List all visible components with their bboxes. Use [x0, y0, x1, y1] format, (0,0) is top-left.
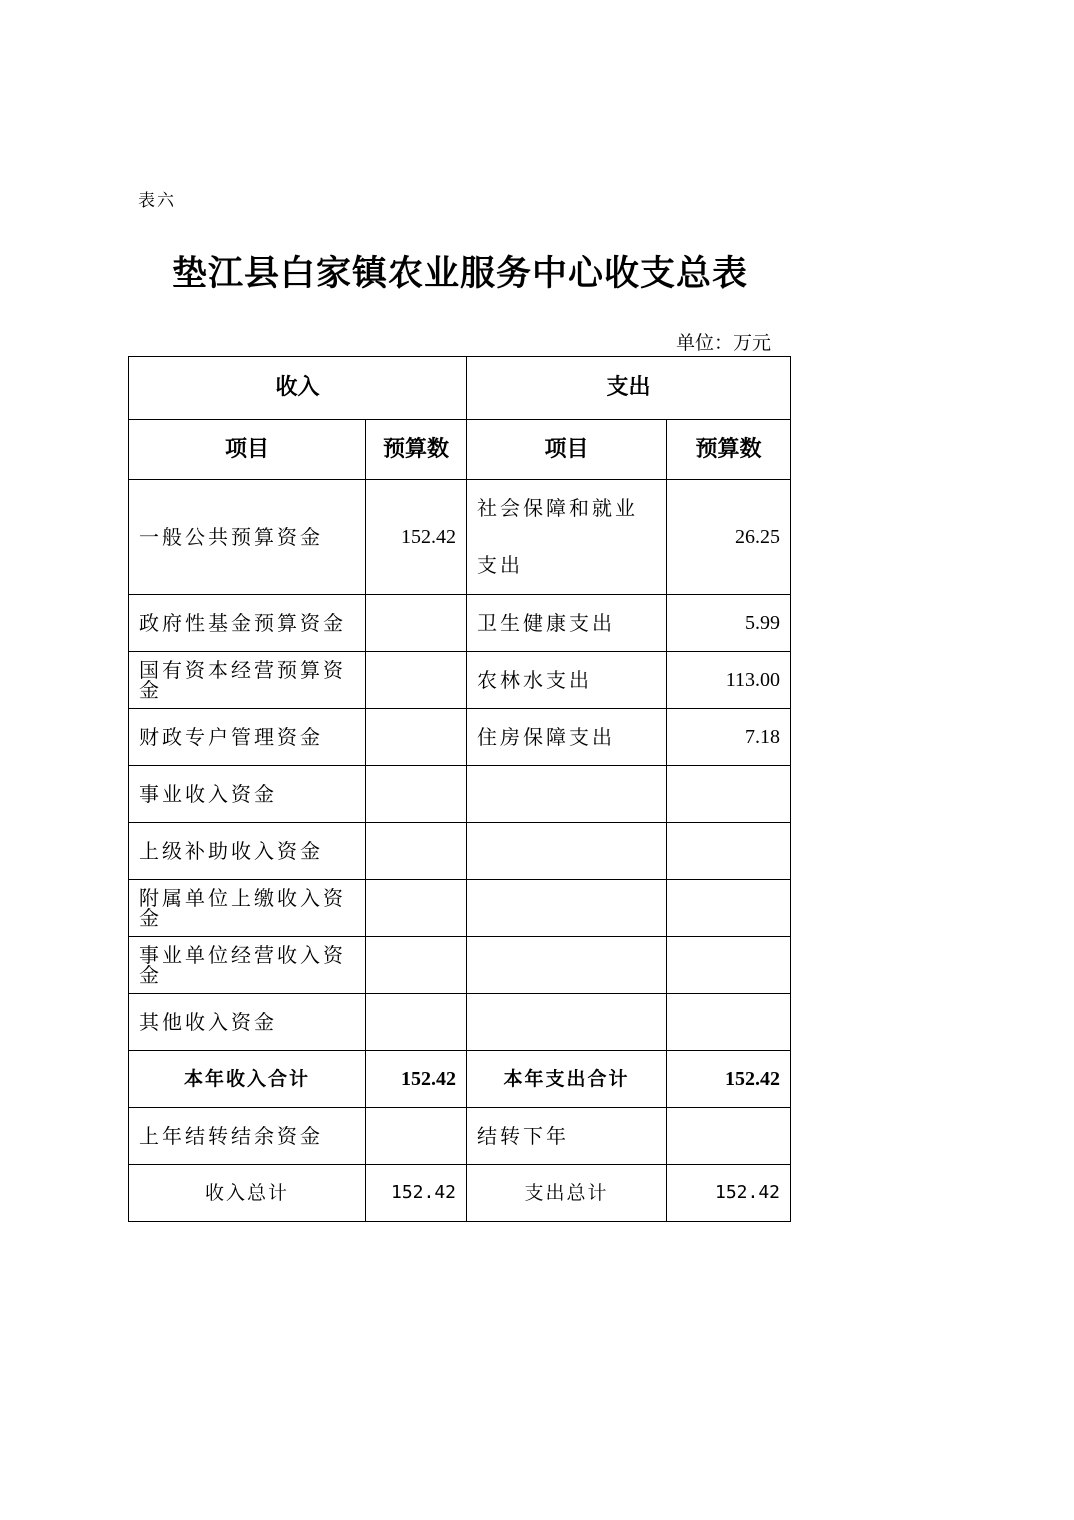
- income-item: 财政专户管理资金: [129, 709, 366, 766]
- table-row: [129, 709, 791, 766]
- income-item: 上级补助收入资金: [129, 823, 366, 880]
- table-row: [129, 994, 791, 1051]
- income-value: [366, 880, 467, 937]
- income-value: [366, 595, 467, 652]
- income-item: 事业收入资金: [129, 766, 366, 823]
- expense-budget-header: 预算数: [667, 420, 791, 480]
- unit-label: 单位：万元: [676, 333, 772, 354]
- income-item: 政府性基金预算资金: [129, 595, 366, 652]
- table-row: [129, 937, 791, 994]
- section-header-row: [129, 357, 791, 420]
- income-value: [366, 766, 467, 823]
- expense-item: [467, 880, 667, 937]
- income-grand-total-value: 152.42: [366, 1165, 467, 1222]
- income-item: 附属单位上缴收入资金: [129, 880, 366, 937]
- income-value: [366, 823, 467, 880]
- expense-section-header: 支出: [467, 357, 791, 420]
- table-label: 表六: [138, 191, 176, 211]
- expense-item: 住房保障支出: [467, 709, 667, 766]
- expense-value: 7.18: [667, 709, 791, 766]
- income-budget-header: 预算数: [366, 420, 467, 480]
- budget-table: [128, 356, 791, 1222]
- income-item: 其他收入资金: [129, 994, 366, 1051]
- year-expense-total-value: 152.42: [667, 1051, 791, 1108]
- expense-grand-total-value: 152.42: [667, 1165, 791, 1222]
- expense-item: [467, 994, 667, 1051]
- expense-item-header: 项目: [467, 420, 667, 480]
- carryover-income-value: [366, 1108, 467, 1165]
- income-value: [366, 937, 467, 994]
- table-row: [129, 595, 791, 652]
- expense-grand-total-label: 支出总计: [467, 1165, 667, 1222]
- table-row: [129, 480, 791, 595]
- income-item: 国有资本经营预算资金: [129, 652, 366, 709]
- carryover-expense-item: 结转下年: [467, 1108, 667, 1165]
- income-item: 一般公共预算资金: [129, 480, 366, 595]
- expense-value: [667, 937, 791, 994]
- year-income-total-label: 本年收入合计: [129, 1051, 366, 1108]
- page-title: 垫江县白家镇农业服务中心收支总表: [171, 253, 748, 294]
- expense-item: 农林水支出: [467, 652, 667, 709]
- expense-value: [667, 880, 791, 937]
- expense-value: [667, 766, 791, 823]
- expense-value: [667, 994, 791, 1051]
- expense-value: 113.00: [667, 652, 791, 709]
- year-income-total-value: 152.42: [366, 1051, 467, 1108]
- income-item-header: 项目: [129, 420, 366, 480]
- expense-item: [467, 766, 667, 823]
- income-value: [366, 652, 467, 709]
- column-header-row: [129, 420, 791, 480]
- carryover-income-item: 上年结转结余资金: [129, 1108, 366, 1165]
- expense-item: [467, 823, 667, 880]
- income-item: 事业单位经营收入资金: [129, 937, 366, 994]
- income-grand-total-label: 收入总计: [129, 1165, 366, 1222]
- expense-item: [467, 937, 667, 994]
- carryover-expense-value: [667, 1108, 791, 1165]
- expense-item: 卫生健康支出: [467, 595, 667, 652]
- table-row: [129, 652, 791, 709]
- income-value: 152.42: [366, 480, 467, 595]
- income-section-header: 收入: [129, 357, 467, 420]
- table-row: [129, 766, 791, 823]
- income-value: [366, 709, 467, 766]
- grand-total-row: [129, 1165, 791, 1222]
- year-expense-total-label: 本年支出合计: [467, 1051, 667, 1108]
- expense-value: 26.25: [667, 480, 791, 595]
- expense-value: 5.99: [667, 595, 791, 652]
- income-value: [366, 994, 467, 1051]
- expense-item: 社会保障和就业支出: [467, 480, 667, 595]
- table-row: [129, 880, 791, 937]
- expense-value: [667, 823, 791, 880]
- table-row: [129, 823, 791, 880]
- carryover-row: [129, 1108, 791, 1165]
- year-total-row: [129, 1051, 791, 1108]
